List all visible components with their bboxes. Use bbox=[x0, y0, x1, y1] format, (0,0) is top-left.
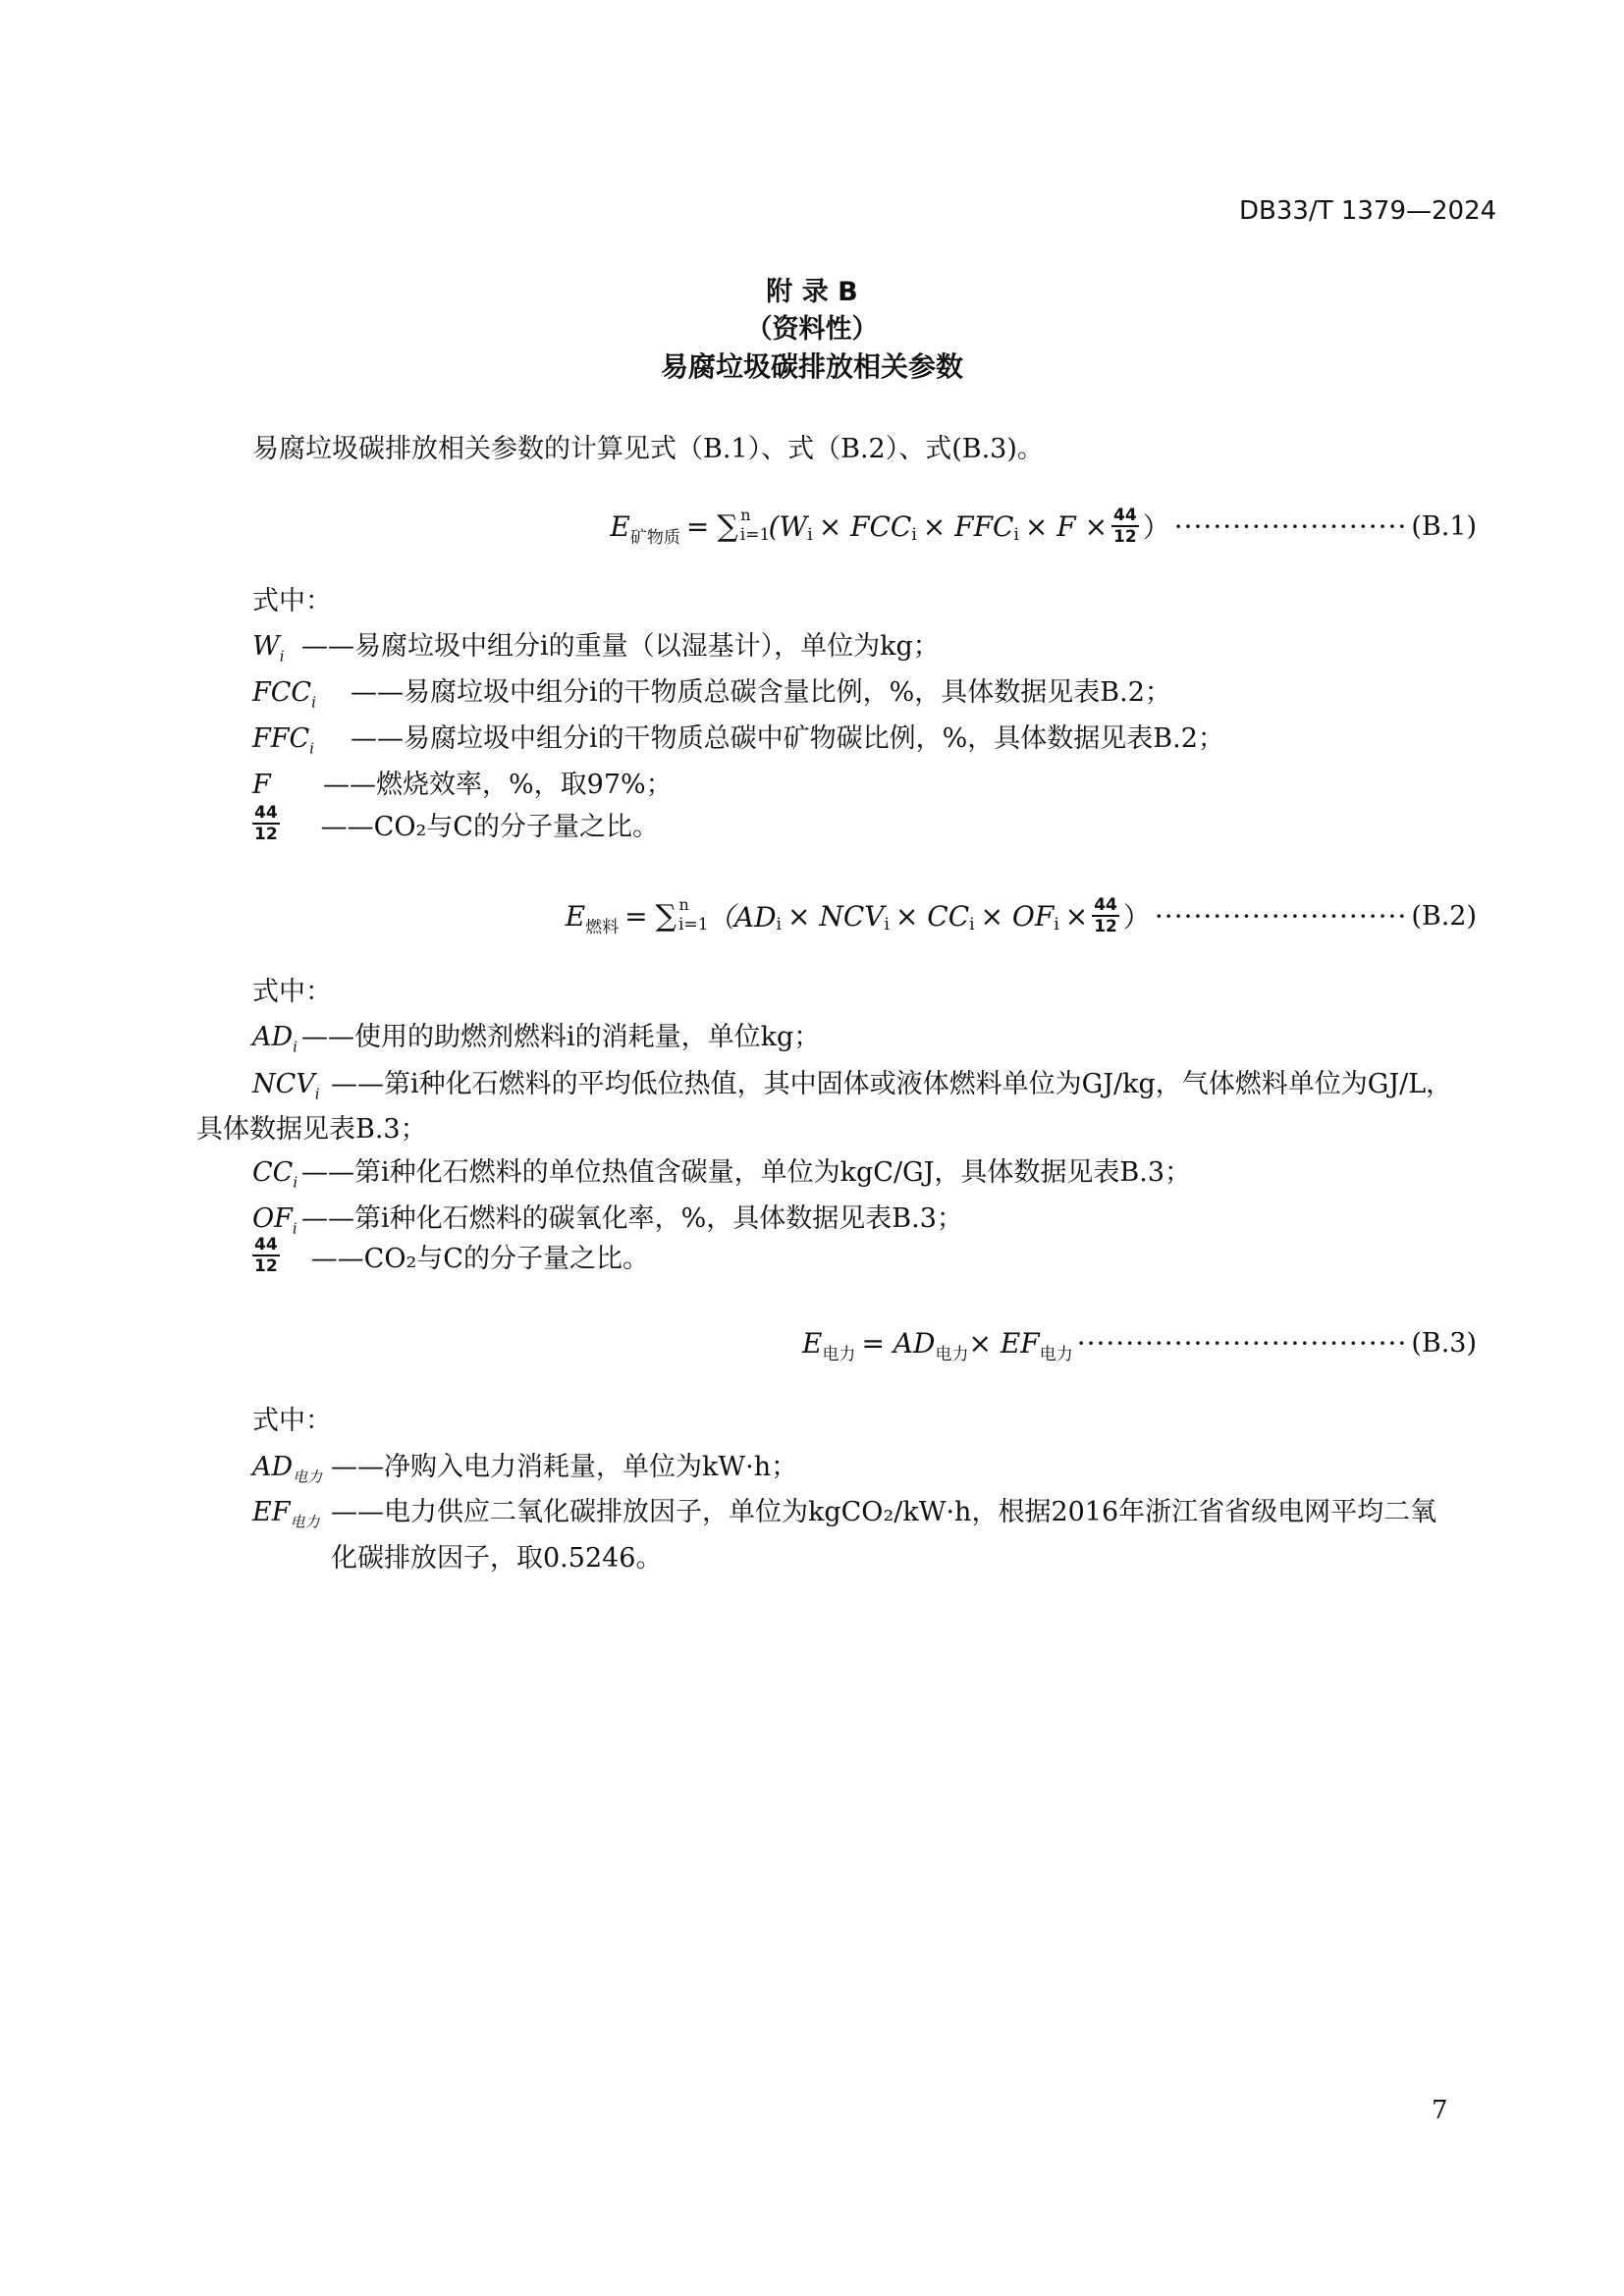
fraction-definition bbox=[252, 1235, 649, 1276]
sigma-symbol: ∑ bbox=[655, 898, 677, 934]
def-text: ——电力供应二氧化碳排放因子，单位为kgCO₂/kW·h，根据2016年浙江省省级电网平均二氧 bbox=[331, 1497, 1437, 1527]
eq-subscript: i bbox=[807, 525, 813, 545]
standard-number: DB33/T 1379—2024 bbox=[1239, 196, 1497, 226]
eq-term: × F × bbox=[1024, 509, 1109, 543]
definition-item bbox=[252, 1445, 797, 1486]
appendix-nature: （资料性） bbox=[745, 314, 879, 345]
fraction-numerator: 44 bbox=[1094, 895, 1117, 915]
def-symbol: F bbox=[252, 770, 271, 800]
equation-number: (B.3) bbox=[1411, 1328, 1477, 1359]
eq-term: × bbox=[1064, 899, 1089, 933]
where-label: 式中： bbox=[252, 1406, 332, 1436]
def-symbol: $AD_i$ bbox=[252, 1022, 298, 1056]
def-text: ——CO₂与C的分子量之比。 bbox=[320, 811, 659, 842]
definition-continuation: 化碳排放因子，取0.5246。 bbox=[331, 1543, 663, 1574]
def-text: ——第i种化石燃料的碳氧化率，%，具体数据见表B.3； bbox=[301, 1203, 963, 1234]
eq-term: × EF bbox=[968, 1327, 1040, 1360]
leader-dots: ·································· bbox=[1076, 1327, 1408, 1360]
where-label: 式中： bbox=[252, 977, 332, 1007]
eq-subscript: 电力 bbox=[822, 1345, 856, 1364]
eq-symbol: E bbox=[610, 509, 630, 543]
where-label: 式中： bbox=[252, 586, 332, 616]
leader-dots: ························ bbox=[1173, 509, 1408, 543]
eq-symbol: E bbox=[801, 1327, 823, 1360]
eq-subscript: 矿物质 bbox=[629, 527, 680, 548]
definition-item bbox=[252, 1197, 963, 1237]
def-symbol: $CC_i$ bbox=[252, 1157, 298, 1192]
fraction-denominator: 12 bbox=[1094, 917, 1117, 936]
eq-close: ） bbox=[1122, 901, 1151, 934]
equation-b1 bbox=[610, 506, 1477, 547]
fraction-denominator: 12 bbox=[254, 1256, 278, 1276]
def-symbol: $NCV_i$ bbox=[252, 1069, 320, 1103]
eq-subscript: i bbox=[1054, 915, 1059, 934]
definition-item bbox=[252, 1015, 820, 1055]
eq-equals: = bbox=[624, 899, 648, 933]
eq-equals: = bbox=[685, 509, 710, 543]
def-symbol: $W_i$ bbox=[252, 631, 285, 666]
fraction-denominator: 12 bbox=[1113, 527, 1137, 547]
def-symbol: $EF_{电力}$ bbox=[252, 1497, 320, 1531]
eq-term: × FCC bbox=[818, 509, 912, 543]
eq-subscript: i bbox=[1013, 525, 1019, 545]
sigma-upper: n bbox=[678, 894, 689, 914]
eq-subscript: i bbox=[884, 915, 890, 934]
eq-term: = AD bbox=[861, 1327, 936, 1360]
fraction-numerator: 44 bbox=[1113, 506, 1137, 525]
fraction-44-12 bbox=[1111, 506, 1139, 547]
definition-continuation: 具体数据见表B.3； bbox=[196, 1114, 427, 1145]
definition-item bbox=[252, 624, 940, 665]
eq-term: × CC bbox=[894, 899, 970, 933]
def-symbol: $AD_{电力}$ bbox=[252, 1452, 323, 1486]
eq-subscript: i bbox=[969, 915, 975, 934]
leader-dots: ·························· bbox=[1154, 899, 1408, 933]
definition-item bbox=[252, 1062, 1452, 1102]
fraction-44-12 bbox=[1092, 895, 1119, 936]
equation-number: (B.1) bbox=[1411, 510, 1477, 542]
def-text: ——使用的助燃剂燃料i的消耗量，单位kg； bbox=[301, 1022, 821, 1052]
def-text: ——第i种化石燃料的单位热值含碳量，单位为kgC/GJ，具体数据见表B.3； bbox=[301, 1157, 1192, 1188]
equation-b3 bbox=[801, 1327, 1477, 1364]
def-text: ——易腐垃圾中组分i的重量（以湿基计），单位为kg； bbox=[301, 631, 940, 662]
definition-item bbox=[252, 717, 1224, 757]
definition-item bbox=[252, 1150, 1191, 1191]
eq-subscript: 燃料 bbox=[585, 917, 620, 937]
def-text: ——易腐垃圾中组分i的干物质总碳中矿物碳比例，%，具体数据见表B.2； bbox=[351, 723, 1224, 754]
page-number: 7 bbox=[1432, 2096, 1448, 2125]
def-symbol: $FFC_i$ bbox=[252, 723, 314, 758]
sigma-upper: n bbox=[740, 505, 751, 524]
eq-term: × FFC bbox=[922, 509, 1014, 543]
eq-close: ） bbox=[1142, 511, 1170, 544]
fraction-44-12 bbox=[252, 803, 280, 844]
eq-subscript: i bbox=[776, 915, 782, 934]
sigma-symbol: ∑ bbox=[717, 508, 738, 544]
eq-subscript: 电力 bbox=[1039, 1345, 1073, 1364]
eq-term: (W bbox=[768, 509, 808, 543]
eq-term: × OF bbox=[980, 899, 1055, 933]
appendix-heading: 易腐垃圾碳排放相关参数 bbox=[660, 350, 963, 383]
def-symbol: $FCC_i$ bbox=[252, 677, 316, 712]
intro-paragraph: 易腐垃圾碳排放相关参数的计算见式（B.1）、式（B.2）、式(B.3)。 bbox=[252, 434, 1044, 464]
eq-subscript: 电力 bbox=[935, 1345, 969, 1364]
definition-item bbox=[252, 763, 673, 801]
eq-term: （AD bbox=[706, 901, 777, 934]
eq-subscript: i bbox=[911, 525, 917, 545]
def-text: ——净购入电力消耗量，单位为kW·h； bbox=[331, 1452, 798, 1482]
appendix-title: 附 录 B bbox=[766, 277, 858, 307]
fraction-definition bbox=[252, 803, 659, 844]
fraction-numerator: 44 bbox=[254, 1235, 278, 1255]
sigma-lower: i=1 bbox=[739, 525, 771, 545]
fraction-denominator: 12 bbox=[254, 825, 278, 844]
def-text: ——燃烧效率，%，取97%； bbox=[323, 770, 673, 800]
eq-symbol: E bbox=[565, 899, 586, 933]
def-text: ——易腐垃圾中组分i的干物质总碳含量比例，%，具体数据见表B.2； bbox=[351, 677, 1171, 708]
def-symbol: $OF_i$ bbox=[252, 1203, 298, 1238]
definition-item bbox=[252, 670, 1171, 711]
equation-number: (B.2) bbox=[1411, 900, 1477, 932]
def-text: ——第i种化石燃料的平均低位热值，其中固体或液体燃料单位为GJ/kg，气体燃料单位为GJ/L， bbox=[331, 1069, 1453, 1099]
fraction-44-12 bbox=[252, 1235, 280, 1276]
definition-item bbox=[252, 1490, 1436, 1531]
equation-b2 bbox=[566, 895, 1477, 936]
def-text: ——CO₂与C的分子量之比。 bbox=[310, 1243, 649, 1274]
sigma-lower: i=1 bbox=[678, 915, 709, 934]
eq-term: × NCV bbox=[786, 899, 885, 933]
fraction-numerator: 44 bbox=[254, 803, 278, 823]
